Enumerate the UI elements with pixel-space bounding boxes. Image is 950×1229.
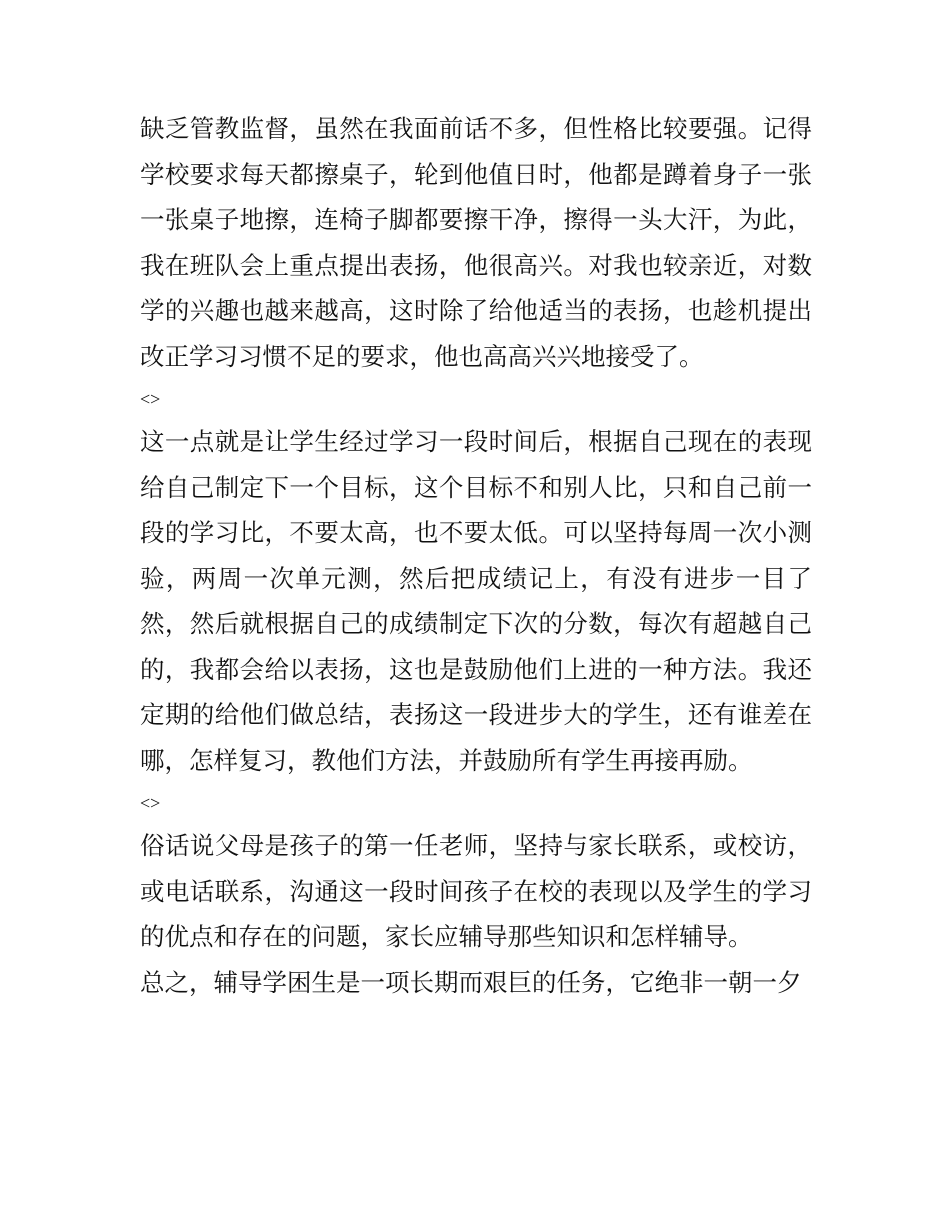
separator-1: <> [140, 389, 161, 409]
paragraph-3: 俗话说父母是孩子的第一任老师，坚持与家长联系，或校访，或电话联系，沟通这一段时间孩子在校的表现以及学生的学习的优点和存在的问题，家长应辅导那些知识和怎样辅导。 [140, 831, 812, 951]
paragraph-4: 总之，辅导学困生是一项长期而艰巨的任务，它绝非一朝一夕 [140, 967, 802, 997]
paragraph-1: 缺乏管教监督，虽然在我面前话不多，但性格比较要强。记得学校要求每天都擦桌子，轮到他值日时，他都是蹲着身子一张一张桌子地擦，连椅子脚都要擦干净，擦得一头大汗，为此，我在班队会上重点提出表扬，他很高兴。对我也较亲近，对数学的兴趣也越来越高，这时除了给他适当的表扬，也趁机提出改正学习习惯不足的要求，他也高高兴兴地接受了。 [140, 114, 812, 371]
separator-2: <> [140, 793, 161, 813]
document-body [140, 106, 812, 1005]
paragraph-2: 这一点就是让学生经过学习一段时间后，根据自己现在的表现给自己制定下一个目标，这个目标不和别人比，只和自己前一段的学习比，不要太高，也不要太低。可以坚持每周一次小测验，两周一次单元测，然后把成绩记上，有没有进步一目了然，然后就根据自己的成绩制定下次的分数，每次有超越自己的，我都会给以表扬，这也是鼓励他们上进的一种方法。我还定期的给他们做总结，表扬这一段进步大的学生，还有谁差在哪，怎样复习，教他们方法，并鼓励所有学生再接再励。 [140, 427, 812, 775]
